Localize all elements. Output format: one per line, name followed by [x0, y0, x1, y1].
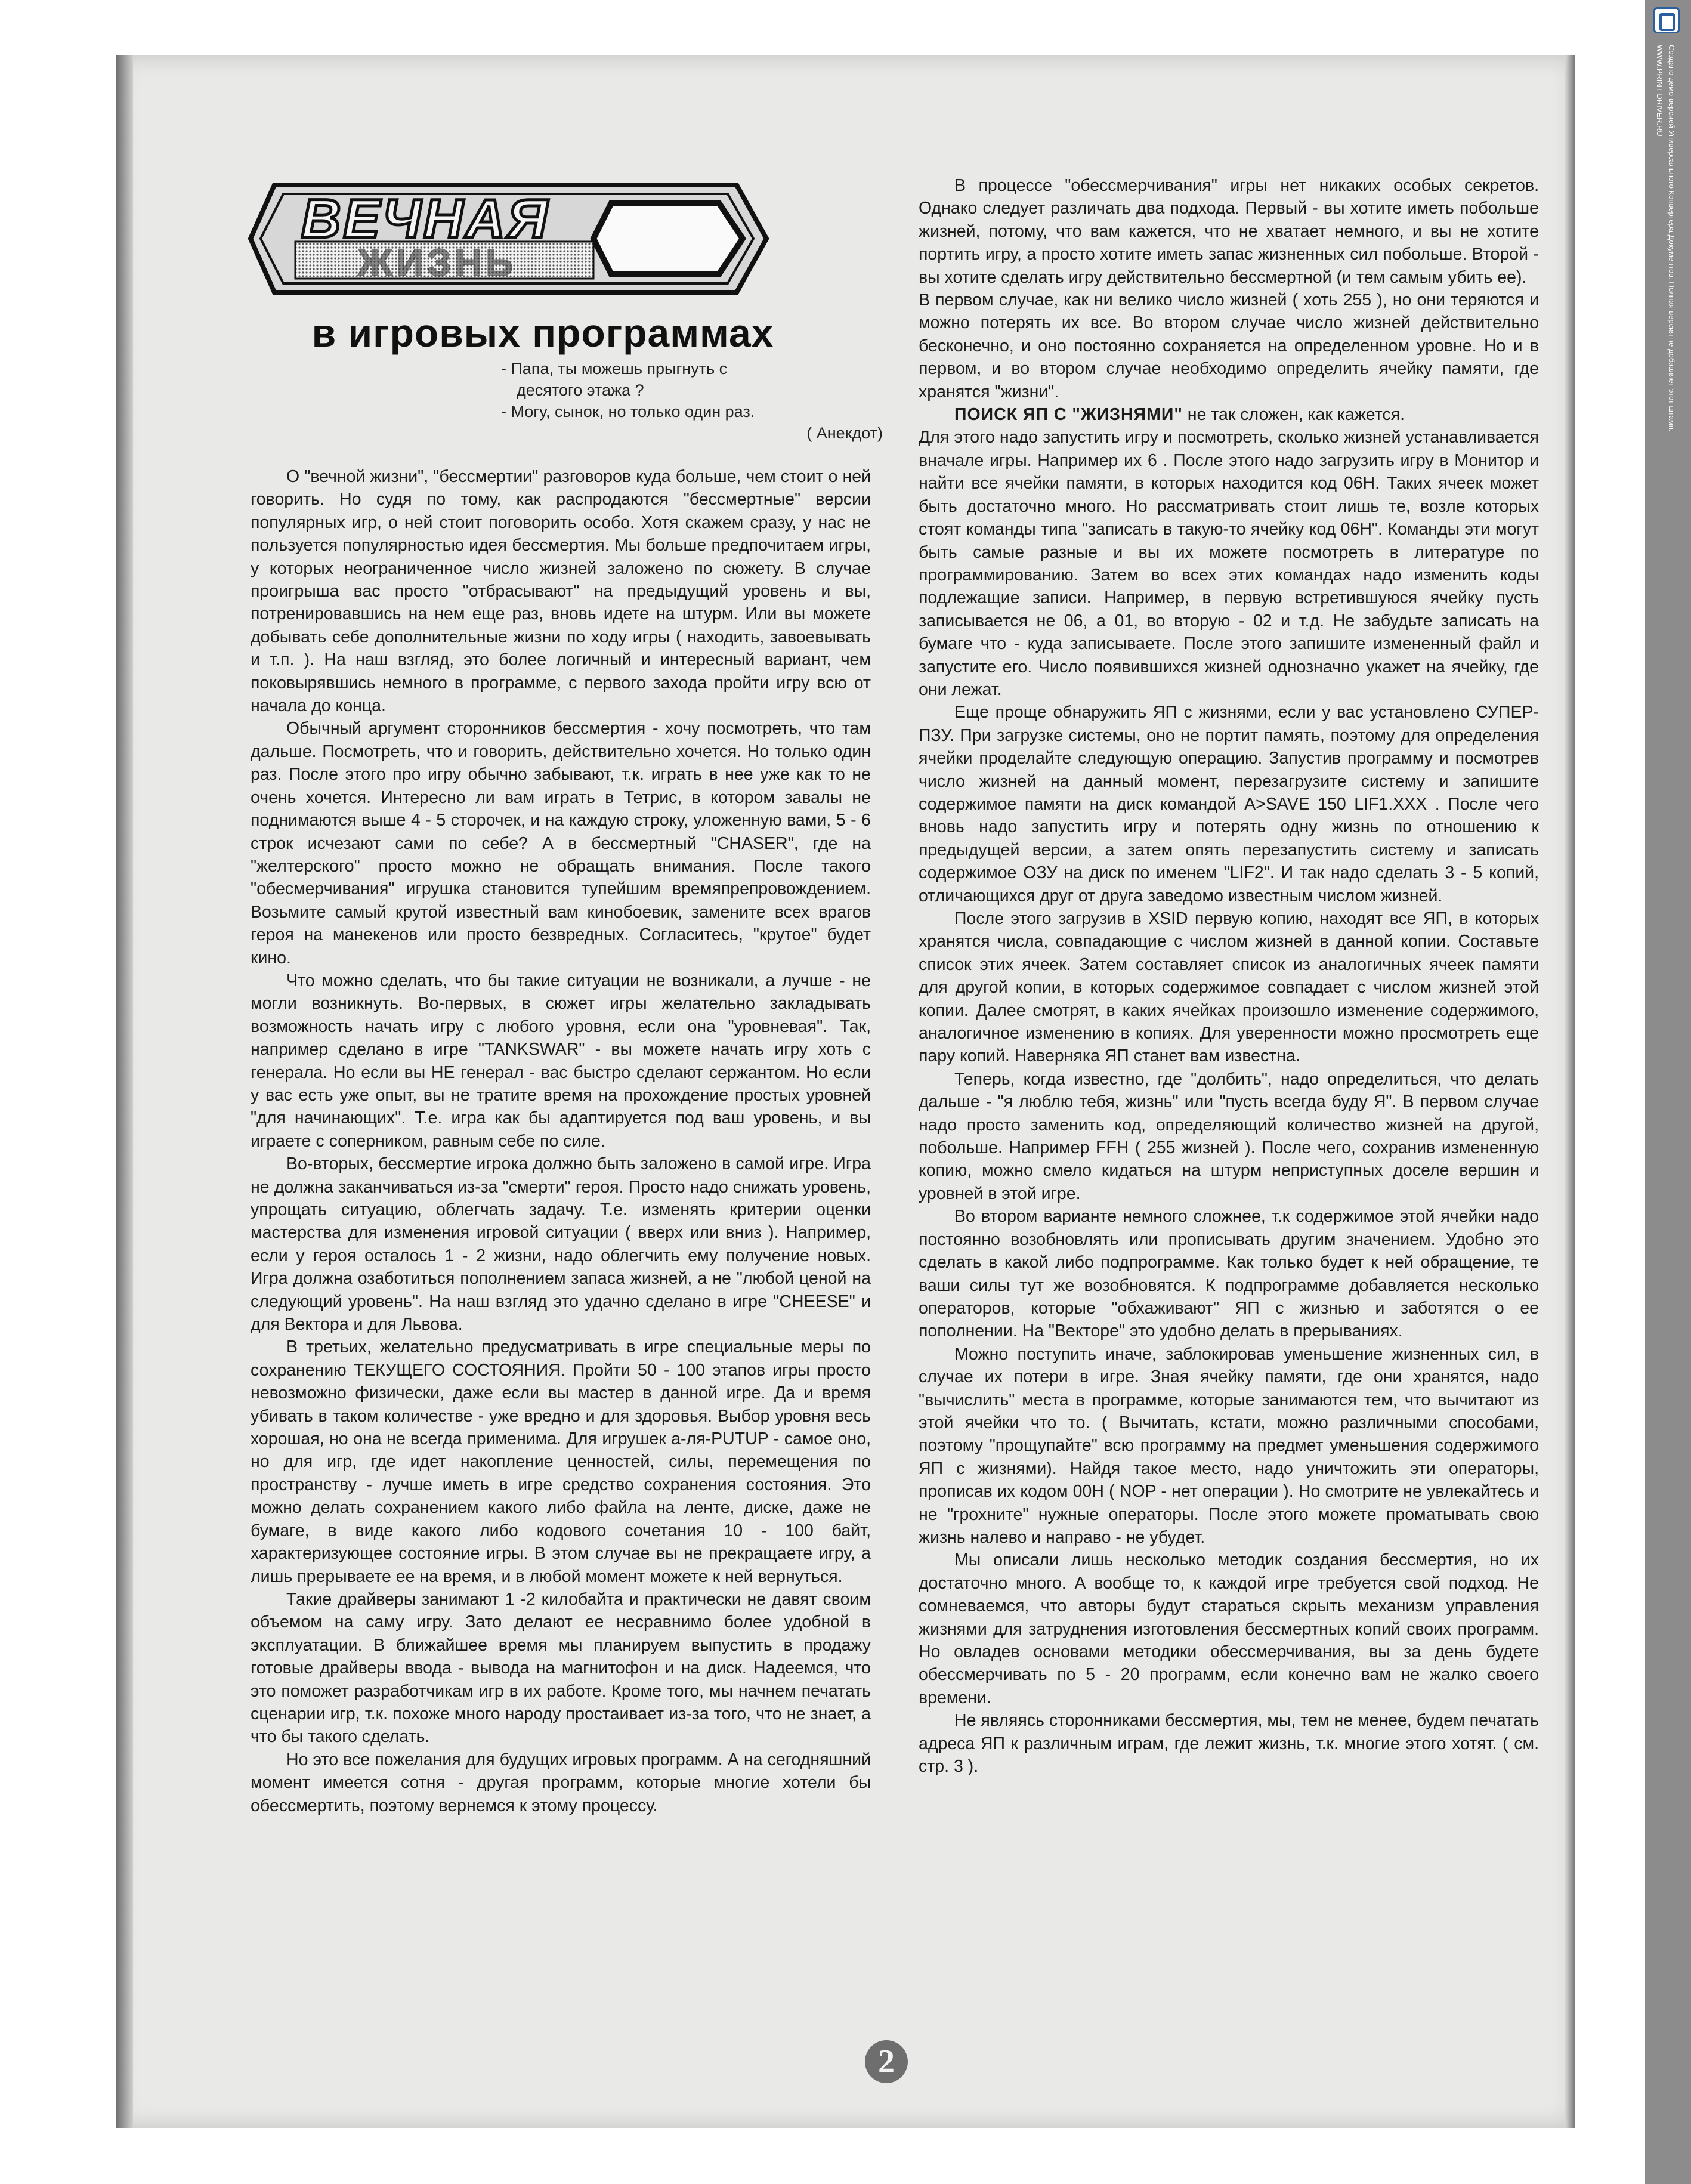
subtitle: в игровых программах [311, 311, 774, 355]
left-column [251, 465, 871, 1817]
converter-watermark-strip [1645, 0, 1691, 2184]
epigraph [501, 358, 883, 444]
paragraph: Во втором варианте немного сложнее, т.к содержимое этой ячейки надо постоянно возобновлять или прописывать другим значением. Удобно это сделать в какой либо подпрограмме. Как только будет к ней обращение, те ваши силы тут же возобновятся. К подпрограмме добавляется несколько операторов, которые "обхаживают" ЯП с жизнью и заботятся о ее пополнении. На "Векторе" это удобно делать в прерываниях. [919, 1207, 1539, 1341]
paragraph: Не являясь сторонниками бессмертия, мы, тем не менее, будем печатать адреса ЯП к различным играм, где лежит жизнь, т.к. многие этого хотят. ( см. стр. 3 ). [919, 1711, 1539, 1777]
paragraph: После этого загрузив в XSID первую копию, находят все ЯП, в которых хранятся числа, совпадающие с числом жизней в данной копии. Составьте список этих ячеек. Затем составляет список из аналогичных ячеек памяти для другой копии, в которых содержимое совпадает с числом жизней этой копии. Далее смотрят, в каких ячейках произошло изменение содержимого, аналогичное изменению в копиях. Для уверенности можно просмотреть еще пару копий. Наверняка ЯП станет вам известна. [919, 909, 1539, 1066]
paragraph: Но это все пожелания для будущих игровых программ. А на сегодняшний момент имеется сотня - другая программ, которые многие хотели бы обессмертить, поэтому вернемся к этому процессу. [251, 1750, 871, 1815]
paragraph: Для этого надо запустить игру и посмотреть, сколько жизней устанавливается вначале игры. Например их 6 . После этого надо загрузить игру в Монитор и найти все ячейки памяти, в которых находится код 06Н. Таких ячеек может быть достаточно много. Но рассматривать стоит лишь те, возле которых стоят команды типа "записать в такую-то ячейку код 06Н". Команды эти могут быть самые разные и вы их можете посмотреть в литературе по программированию. Затем во всех этих командах надо изменить коды подлежащие записи. Например, в первую встретившуюся ячейку пусть записывается не 06, а 01, во вторую - 02 и т.д. Не забудьте записать на бумаге что - куда записываете. После этого запишите измененный файл и запустите его. Число появившихся жизней однозначно укажет на ячейку, где они лежат. [919, 428, 1539, 699]
epigraph-line: десятого этажа ? [517, 381, 644, 399]
paragraph: Во-вторых, бессмертие игрока должно быть заложено в самой игре. Игра не должна заканчиваться из-за "смерти" героя. Просто надо снижать уровень, упрощать ситуацию, облегчать задачу. Т.е. изменять критерии оценки мастерства для изменения игровой ситуации ( вверх или вниз ). Например, если у героя осталось 1 - 2 жизни, надо облегчить ему получение новых. Игра должна озаботиться пополнением запаса жизней, а не "любой ценой на следующий уровень". На наш взгляд это удачно сделано в игре "CHEESE" и для Вектора и для Львова. [251, 1154, 871, 1335]
paragraph: Еще проще обнаружить ЯП с жизнями, если у вас установлено СУПЕР-ПЗУ. При загрузке системы, оно не портит память, поэтому для определения ячейки проделайте следующую операцию. Запустив программу и посмотрев число жизней на данный момент, перезагрузите систему и запишите содержимое памяти на диск командой A>SAVE 150 LIF1.XXX . После чего вновь надо запустить игру и потерять одну жизнь по отношению к предыдущей версии, а затем опять перезапустить систему и записать содержимое ОЗУ на диск по именем "LIF2". И так надо сделать 3 - 5 копий, отличающихся друг от друга заведомо известным числом жизней. [919, 703, 1539, 906]
logo-word-eternal: ВЕЧНАЯ [301, 189, 550, 249]
watermark-line-1: Создано демо-версией Универсального Конвертера Документов. Полная версия не добавляет этот штамп. [1667, 45, 1676, 432]
section-highlight-rest: не так сложен, как кажется. [1182, 405, 1405, 425]
paragraph: Что можно сделать, что бы такие ситуации не возникали, а лучше - не могли возникнуть. Во-первых, в сюжет игры желательно закладывать возможность начать игру с любого уровня, если она "уровневая". Так, например сделано в игре "TANKSWAR" - вы можете начать игру хоть с генерала. Но если вы НЕ генерал - вас быстро сделают сержантом. Но если у вас есть уже опыт, вы не тратите время на прохождение простых уровней "для начинающих". Т.е. игра как бы адаптируется под ваш уровень, и вы играете с соперником, равным себе по силе. [251, 971, 871, 1151]
paragraph: В процессе "обессмерчивания" игры нет никаких особых секретов. Однако следует различать два подхода. Первый - вы хотите иметь побольше жизней, потому, что вам кажется, что не хватает немного, и вы не хотите портить игру, а просто хотите иметь запас жизненных сил побольше. Второй - вы хотите сделать игру действительно бессмертной (и тем самым убить ее). [919, 176, 1539, 287]
paragraph: Обычный аргумент сторонников бессмертия - хочу посмотреть, что там дальше. Посмотреть, что и говорить, действительно хочется. Но только один раз. После этого про игру обычно забывают, т.к. играть в нее уже как то не очень хочется. Интересно ли вам играть в Тетрис, в котором завалы не поднимаются выше 4 - 5 сторочек, и на каждую строку, уложенную вами, 5 - 6 строк исчезают сами по себе? А в бессмертный "CHASER", где на "желтерского" просто можно не обращать внимания. После такого "обесмерчивания" игрушка становится тупейшим времяпрепровождением. Возьмите самый крутой известный вам кинобоевик, замените всех врагов героя на манекенов или просто безвредных. Согласитесь, "крутое" будет кино. [251, 719, 871, 968]
logo-word-life: ЖИЗНЬ [358, 241, 517, 284]
converter-logo-icon [1653, 7, 1680, 33]
paragraph [919, 403, 1539, 426]
page-number-badge: 2 [865, 2040, 908, 2083]
epigraph-line: - Могу, сынок, но только один раз. [501, 403, 755, 421]
epigraph-source: ( Анекдот) [806, 424, 883, 442]
paragraph: В третьих, желательно предусматривать в игре специальные меры по сохранению ТЕКУЩЕГО СОСТОЯНИЯ. Пройти 50 - 100 этапов игры просто невозможно физически, даже если вы мастер в данной игре. Да и время убивать в таком количестве - уже вредно и для здоровья. Выбор уровня весь хорошая, но она не всегда применима. Для игрушек а-ля-PUTUP - самое оно, но для игр, где идет накопление ценностей, силы, перемещения по пространству - лучше иметь в игре средство сохранения состояния. Это можно делать сохранением какого либо файла на ленте, диске, даже не бумаге, в виде какого либо кодового сочетания 10 - 100 байт, характеризующее состояние игры. В этом случае вы не прекращаете игру, а лишь прерываете ее на время, и в любой момент можете к ней вернуться. [251, 1337, 871, 1586]
title-logo [248, 167, 772, 328]
section-highlight: ПОИСК ЯП С "ЖИЗНЯМИ" [954, 405, 1183, 425]
paragraph: Теперь, когда известно, где "долбить", надо определиться, что делать дальше - "я люблю тебя, жизнь" или "пусть всегда буду Я". В первом случае надо просто заменить код, определяющий количество жизней на другой, побольше. Например FFH ( 255 жизней ). После чего, сохранив измененную копию, можно смело кидаться на штурм неприступных доселе вершин и уровней в этой игре. [919, 1069, 1539, 1203]
right-column [919, 174, 1539, 1778]
paragraph: В первом случае, как ни велико число жизней ( хоть 255 ), но они теряются и можно потерять их все. Во втором случае число жизней действительно бесконечно, и оно постоянно сохраняется на определенном уровне. Но и в первом, и во втором случае необходимо определить ячейку памяти, где хранятся "жизни". [919, 291, 1539, 401]
paragraph: Можно поступить иначе, заблокировав уменьшение жизненных сил, в случае их потери в игре. Зная ячейку памяти, где они хранятся, надо "вычислить" места в программе, которые занимаются тем, что вычитают из этой ячейки что то. ( Вычитать, кстати, можно различными способами, поэтому "прощупайте" всю программу на предмет уменьшения содержимого ЯП с жизнями). Найдя такое место, надо уничтожить эти операторы, прописав их кодом 00Н ( NOP - нет операции ). Но смотрите не увлекайтесь и не "грохните" нужные операторы. После этого можете проматывать свою жизнь налево и направо - не убудет. [919, 1344, 1539, 1547]
watermark-text [1653, 45, 1677, 432]
watermark-line-2: WWW.PRINT-DRIVER.RU [1655, 45, 1664, 137]
paragraph: Такие драйверы занимают 1 -2 килобайта и практически не давят своим объемом на саму игру. Зато делают ее несравнимо более удобной в эксплуатации. В ближайшее время мы планируем выпустить в продажу готовые драйверы ввода - вывода на магнитофон и на диск. Надеемся, что это поможет разработчикам игр в их работе. Кроме того, мы начнем печатать сценарии игр, т.к. похоже много народу простаивает из-за того, что не знает, а что бы такого сделать. [251, 1589, 871, 1747]
paragraph: Мы описали лишь несколько методик создания бессмертия, но их достаточно много. А вообще то, к каждой игре требуется свой подход. Не сомневаемся, что авторы будут стараться скрыть механизм управления жизнями для затруднения изготовления бессмертных копий своих программ. Но овладев основами методики обессмерчивания, вы за день будете обессмерчивать по 5 - 20 программ, если конечно вам не жалко своего времени. [919, 1550, 1539, 1707]
paragraph: О "вечной жизни", "бессмертии" разговоров куда больше, чем стоит о ней говорить. Но судя по тому, как распродаются "бессмертные" версии популярных игр, о ней стоит поговорить особо. Хотя скажем сразу, у нас не пользуется популярностью идея бессмертия. Мы больше предпочитаем игры, у которых неограниченное число жизней заложено по сюжету. В случае проигрыша вас просто "отбрасывают" на предыдущий уровень и вы, потренировавшись на нем еще раз, вновь идете на штурм. Или вы можете добывать себе дополнительные жизни по ходу игры ( находить, завоевывать и т.п. ). На наш взгляд, это более логичный и интересный вариант, чем поковырявшись немного в программе, с первого захода пройти игру всю от начала до конца. [251, 467, 871, 716]
epigraph-line: - Папа, ты можешь прыгнуть с [501, 360, 728, 378]
